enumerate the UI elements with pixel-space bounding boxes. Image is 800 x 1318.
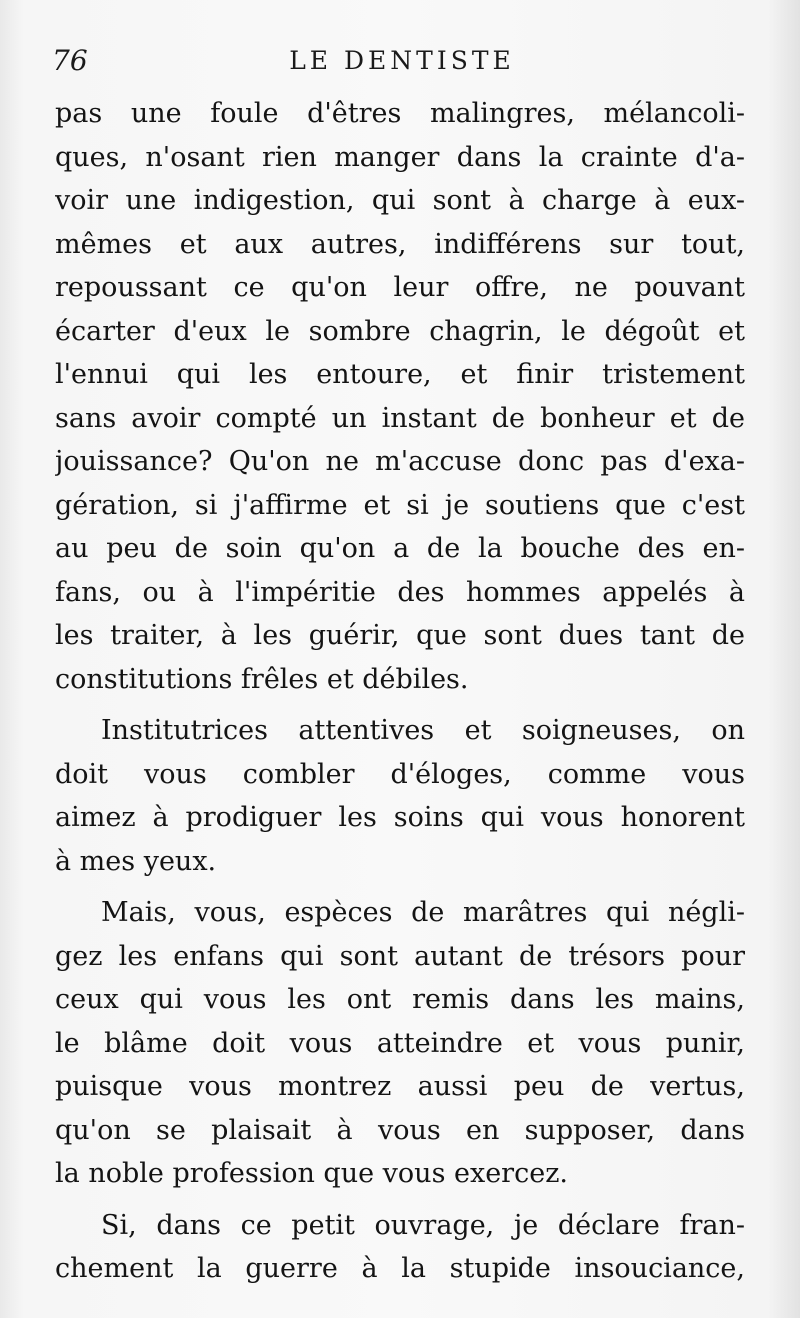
text-line: repoussant ce qu'on leur offre, ne pouvant: [55, 272, 745, 303]
paragraph-gap: [55, 701, 745, 709]
page-number: 76: [52, 44, 88, 77]
text-line: pas une foule d'êtres malingres, mélancoli-: [55, 98, 745, 129]
running-title: LE DENTISTE: [289, 46, 515, 75]
text-line: doit vous combler d'éloges, comme vous: [55, 758, 745, 790]
text-line: constitutions frêles et débiles.: [55, 663, 469, 695]
text-line: gération, si j'affirme et si je soutiens que c'est: [55, 489, 745, 521]
text-line: ques, n'osant rien manger dans la crainte d'a-: [55, 141, 745, 173]
text-line: à mes yeux.: [55, 845, 217, 877]
text-line: Si, dans ce petit ouvrage, je déclare fran-: [101, 1209, 745, 1241]
text-line: mêmes et aux autres, indifférens sur tout,: [55, 228, 745, 260]
paragraph: [55, 709, 745, 883]
text-line: gez les enfans qui sont autant de trésors pour: [55, 940, 745, 972]
text-line: jouissance? Qu'on ne m'accuse donc pas d'exa-: [55, 446, 745, 477]
paragraph-gap: [55, 1196, 745, 1204]
text-line: fans, ou à l'impéritie des hommes appelés à: [55, 576, 745, 608]
text-line: puisque vous montrez aussi peu de vertus,: [55, 1071, 745, 1102]
paragraph: [55, 1204, 745, 1291]
text-line: la noble profession que vous exercez.: [55, 1158, 568, 1189]
text-line: ceux qui vous les ont remis dans les mains,: [55, 984, 745, 1015]
text-line: Institutrices attentives et soigneuses, on: [101, 715, 745, 746]
running-head: [52, 44, 752, 84]
text-line: chement la guerre à la stupide insouciance,: [55, 1253, 745, 1284]
text-line: au peu de soin qu'on a de la bouche des en-: [55, 533, 745, 564]
text-line: les traiter, à les guérir, que sont dues tant de: [55, 620, 745, 651]
text-line: aimez à prodiguer les soins qui vous honorent: [55, 802, 745, 833]
text-line: Mais, vous, espèces de marâtres qui négli-: [101, 897, 745, 928]
text-line: voir une indigestion, qui sont à charge à eux-: [55, 185, 745, 216]
paragraph: [55, 92, 745, 701]
paragraph-gap: [55, 883, 745, 891]
paragraph: [55, 891, 745, 1196]
text-line: l'ennui qui les entoure, et finir tristement: [55, 359, 745, 390]
text-line: le blâme doit vous atteindre et vous punir,: [55, 1027, 745, 1059]
text-line: qu'on se plaisait à vous en supposer, dans: [55, 1114, 745, 1146]
text-line: écarter d'eux le sombre chagrin, le dégoût et: [55, 315, 745, 347]
text-line: sans avoir compté un instant de bonheur et de: [55, 402, 745, 434]
body-text: [55, 92, 745, 1291]
